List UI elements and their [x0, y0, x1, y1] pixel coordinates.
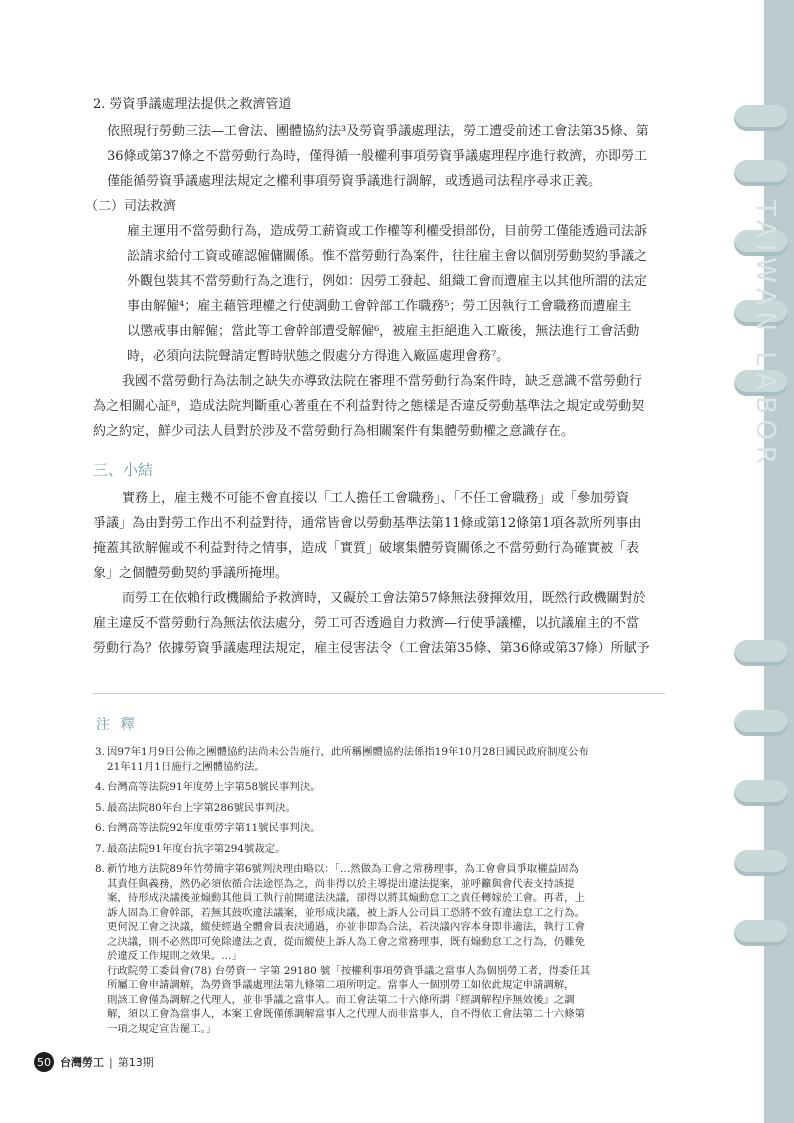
section-heading-summary: 三、小結: [93, 461, 154, 479]
footnote-line: 其責任與義務，然仍必須依循合法途徑為之，尚非得以於主導提出違法提案，並呼籲與會代表支持該提: [107, 877, 575, 890]
footnote-6: [95, 821, 675, 836]
binder-ring: [734, 640, 788, 666]
page-number: 50: [34, 1052, 54, 1072]
article-body: [85, 92, 671, 661]
sub-heading-judicial: （二）司法救濟: [85, 199, 177, 214]
footnote-5: [95, 801, 675, 816]
text-line: 實務上，雇主幾不可能不會直接以「工人擔任工會職務」、「不任工會職務」或「參加勞資: [122, 491, 630, 506]
binder-ring: [734, 105, 788, 131]
text-line: 雇主運用不當勞動行為，造成勞工薪資或工作權等利權受損部份，目前勞工僅能透過司法訴: [127, 224, 648, 239]
footnote-line: 因97年1月9日公佈之團體協約法尚未公告施行，此所稱團體協約法係指19年10月28日國民政府制度公布: [107, 746, 589, 758]
footnote-line: 最高法院91年度台抗字第294號裁定。: [107, 842, 286, 855]
text-line: 而勞工在依賴行政機關給予救濟時，又礙於工會法第57條無法發揮效用，既然行政機關對於: [122, 591, 646, 606]
notes-divider: [93, 693, 665, 694]
footnote-line: 之決議，則不必然即可免除違法之責，從而縱使上訴人為工會之常務理事，既有煽動怠工之行為，仍難免: [107, 935, 585, 948]
footnote-line: 新竹地方法院89年竹勞簡字第6號判決理由略以：「…然做為工會之常務理事，為工會會員爭取權益固為: [107, 863, 579, 875]
text-line: 我國不當勞動行為法制之缺失亦導致法院在審理不當勞動行為案件時，缺乏意識不當勞動行: [122, 374, 643, 389]
footnote-7: [95, 842, 675, 857]
text-line: 為之相關心証⁸，造成法院判斷重心著重在不利益對待之態樣是否違反勞動基準法之規定或勞動契: [93, 399, 645, 414]
footnote-line: 於違反工作規則之效果。…」: [107, 950, 243, 962]
footnote-4: [95, 780, 675, 795]
text-line: 雇主違反不當勞動行為無法依法處分，勞工可否透過自力救濟—行使爭議權，以抗議雇主的不當: [93, 616, 640, 631]
footnote-line: 則該工會僅為調解之代理人，並非爭議之當事人。而工會法第二十六條所謂『經調解程序無效後』之調: [107, 993, 575, 1006]
issue-number: 第13期: [117, 1056, 154, 1069]
binder-ring: [734, 850, 788, 876]
text-line: 約之約定，鮮少司法人員對於涉及不當勞動行為相關案件有集體勞動權之意識存在。: [93, 424, 575, 439]
heading-2: 2. 勞資爭議處理法提供之救濟管道: [93, 97, 292, 112]
binder-ring: [734, 920, 788, 946]
text-line: 爭議」為由對勞工作出不利益對待，通常皆會以勞動基準法第11條或第12條第1項各款所列事由: [93, 516, 642, 531]
paragraph-summary-2: [93, 586, 671, 661]
binder-ring: [734, 710, 788, 736]
footnote-line: 行政院勞工委員會(78) 台勞資一 字第 29180 號「按權利事項勞資爭議之當事人為個別勞工者，得委任其: [107, 964, 591, 977]
footnote-line: 一項之規定宣告罷工。」: [107, 1022, 217, 1035]
paragraph-judicial: [93, 219, 671, 369]
text-line: 依照現行勞動三法—工會法、團體協約法³及勞資爭議處理法，勞工遭受前述工會法第35條、第: [107, 124, 649, 139]
footnote-line: 所屬工會申請調解，為勞資爭議處理法第九條第二項所明定。當事人一個別勞工如依此規定申請調解，: [107, 979, 575, 991]
footnote-number: 3.: [95, 746, 105, 758]
text-line: 訟請求給付工資或確認僱傭關係。惟不當勞動行為案件，往往雇主會以個別勞動契約爭議之: [127, 249, 648, 264]
footnote-line: 21年11月1日施行之團體協約法。: [107, 760, 265, 773]
footnote-number: 7.: [95, 842, 105, 855]
footnote-line: 台灣高等法院91年度勞上字第58號民事判決。: [107, 781, 321, 793]
footnote-3: [95, 745, 675, 774]
footnote-line: 解，須以工會為當事人，本案工會既僅係調解當事人之代理人而非當事人，自不得依工會法第二十六條第: [107, 1008, 585, 1020]
footer-separator: |: [109, 1055, 113, 1069]
publication-name: 台灣勞工: [60, 1056, 104, 1069]
binder-ring: [734, 160, 788, 186]
footnote-line: 台灣高等法院92年度重勞字第11號民事判決。: [107, 822, 321, 834]
footnote-number: 4.: [95, 781, 105, 793]
footnote-8: [95, 862, 675, 1036]
text-line: 僅能循勞資爭議處理法規定之權利事項勞資爭議進行調解，或透過司法程序尋求正義。: [107, 174, 602, 189]
text-line: 36條或第37條之不當勞動行為時，僅得循一般權利事項勞資爭議處理程序進行救濟，亦即勞工: [107, 149, 648, 164]
paragraph-remedy: [93, 119, 671, 194]
text-line: 事由解僱⁴；雇主藉管理權之行使調動工會幹部工作職務⁵；勞工因執行工會職務而遭雇主: [127, 299, 632, 314]
page-footer: [34, 1051, 154, 1073]
paragraph-summary-1: [93, 486, 671, 586]
footnote-number: 5.: [95, 801, 105, 814]
footnotes: [95, 745, 675, 1042]
text-line: 勞動行為？依據勞資爭議處理法規定，雇主侵害法令（工會法第35條、第36條或第37條）所賦予: [93, 641, 650, 656]
binder-ring: [734, 780, 788, 806]
footnote-number: 8.: [95, 863, 105, 875]
footnote-line: 訴人固為工會幹部，若無其鼓吹違法議案，並形成決議，被上訴人公司員工恐將不致有違法怠工之行為。: [107, 906, 585, 919]
text-line: 象」之個體勞動契約爭議所掩埋。: [93, 566, 289, 581]
footnote-line: 最高法院80年台上字第286號民事判決。: [107, 801, 296, 814]
text-line: 時，必須向法院聲請定暫時狀態之假處分方得進入廠區處理會務⁷。: [127, 349, 510, 364]
footnote-line: 案，待形成決議後並煽動其他員工執行前開違法決議，卻得以將其煽動怠工之責任轉嫁於工會。再者，上: [107, 892, 585, 904]
footnote-number: 6.: [95, 822, 105, 834]
text-line: 以懲戒事由解僱；當此等工會幹部遭受解僱⁶，被雇主拒絕進入工廠後，無法進行工會活動: [127, 324, 640, 339]
footnote-line: 更何況工會之決議，縱使經過全體會員表決通過，亦並非即為合法，若決議內容本身即非適法，執行工會: [107, 921, 585, 933]
notes-title: 注 釋: [96, 717, 138, 733]
text-line: 掩蓋其欲解僱或不利益對待之情事，造成「實質」破壞集體勞資關係之不當勞動行為確實被「表: [93, 541, 640, 556]
binder-watermark: TAIWAN LABOR: [750, 200, 780, 470]
text-line: 外觀包裝其不當勞動行為之進行，例如：因勞工發起、組織工會而遭雇主以其他所謂的法定: [127, 274, 648, 289]
paragraph-deficiency: [93, 369, 671, 444]
